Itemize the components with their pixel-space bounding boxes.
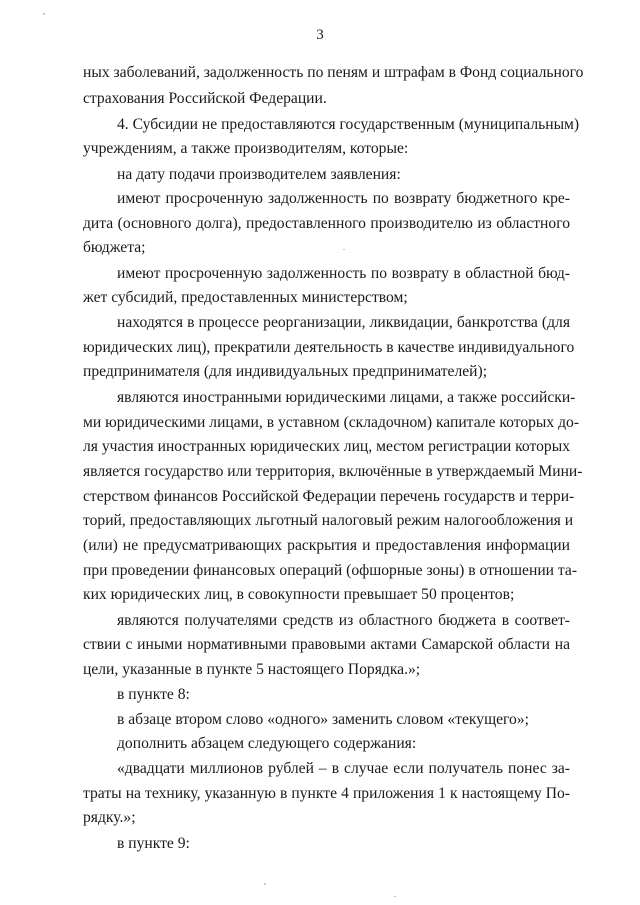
- text-line: в пункте 9:: [117, 835, 190, 852]
- text-line: дита (основного долга), предоставленного производителю из областного: [83, 215, 570, 232]
- text-line: страхования Российской Федерации.: [83, 90, 327, 107]
- text-line: рядку.»;: [83, 809, 136, 826]
- page-number: 3: [316, 27, 324, 43]
- text-line: цели, указанные в пункте 5 настоящего Порядка.»;: [83, 661, 421, 678]
- text-line: являются иностранными юридическими лицами, а также российски-: [117, 389, 576, 406]
- text-line: предпринимателя (для индивидуальных предпринимателей);: [83, 363, 488, 380]
- text-line: являются получателями средств из областного бюджета в соответ-: [117, 612, 570, 629]
- text-line: ких юридических лиц, в совокупности превышает 50 процентов;: [83, 586, 515, 603]
- text-line: ми юридическими лицами, в уставном (складочном) капитале которых до-: [83, 414, 580, 431]
- text-line: на дату подачи производителем заявления:: [117, 166, 401, 183]
- text-line: бюджета;: [83, 239, 146, 256]
- text-line: (или) не предусматривающих раскрытия и предоставления информации: [83, 537, 570, 554]
- text-line: торий, предоставляющих льготный налоговый режим налогообложения и: [83, 512, 574, 529]
- scan-speck: [43, 13, 45, 15]
- text-line: учреждениям, а также производителям, которые:: [83, 140, 409, 157]
- text-line: ля участия иностранных юридических лиц, местом регистрации которых: [83, 438, 570, 455]
- text-line: находятся в процессе реорганизации, ликвидации, банкротства (для: [117, 314, 570, 331]
- scan-speck: [394, 896, 396, 897]
- scan-speck: [343, 249, 345, 250]
- text-line: ствии с иными нормативными правовыми актами Самарской области на: [83, 636, 570, 653]
- text-line: ных заболеваний, задолженность по пеням и штрафам в Фонд социального: [83, 64, 584, 81]
- text-line: стерством финансов Российской Федерации перечень государств и терри-: [83, 488, 575, 505]
- text-line: при проведении финансовых операций (офшорные зоны) в отношении та-: [83, 562, 578, 579]
- text-line: 4. Субсидии не предоставляются государственным (муниципальным): [117, 116, 580, 133]
- text-line: дополнить абзацем следующего содержания:: [117, 735, 417, 752]
- text-line: в абзаце втором слово «одного» заменить словом «текущего»;: [117, 711, 529, 728]
- text-line: имеют просроченную задолженность по возврату в областной бюд-: [117, 265, 570, 282]
- scan-speck: [264, 883, 266, 885]
- text-line: в пункте 8:: [117, 686, 190, 703]
- text-line: траты на технику, указанную в пункте 4 приложения 1 к настоящему По-: [83, 785, 570, 802]
- text-line: является государство или территория, включённые в утверждаемый Мини-: [83, 463, 583, 480]
- text-line: жет субсидий, предоставленных министерством;: [83, 289, 408, 306]
- text-line: имеют просроченную задолженность по возврату бюджетного кре-: [117, 190, 570, 207]
- text-line: юридических лиц), прекратили деятельность в качестве индивидуального: [83, 339, 575, 356]
- text-line: «двадцати миллионов рублей – в случае если получатель понес за-: [117, 760, 570, 777]
